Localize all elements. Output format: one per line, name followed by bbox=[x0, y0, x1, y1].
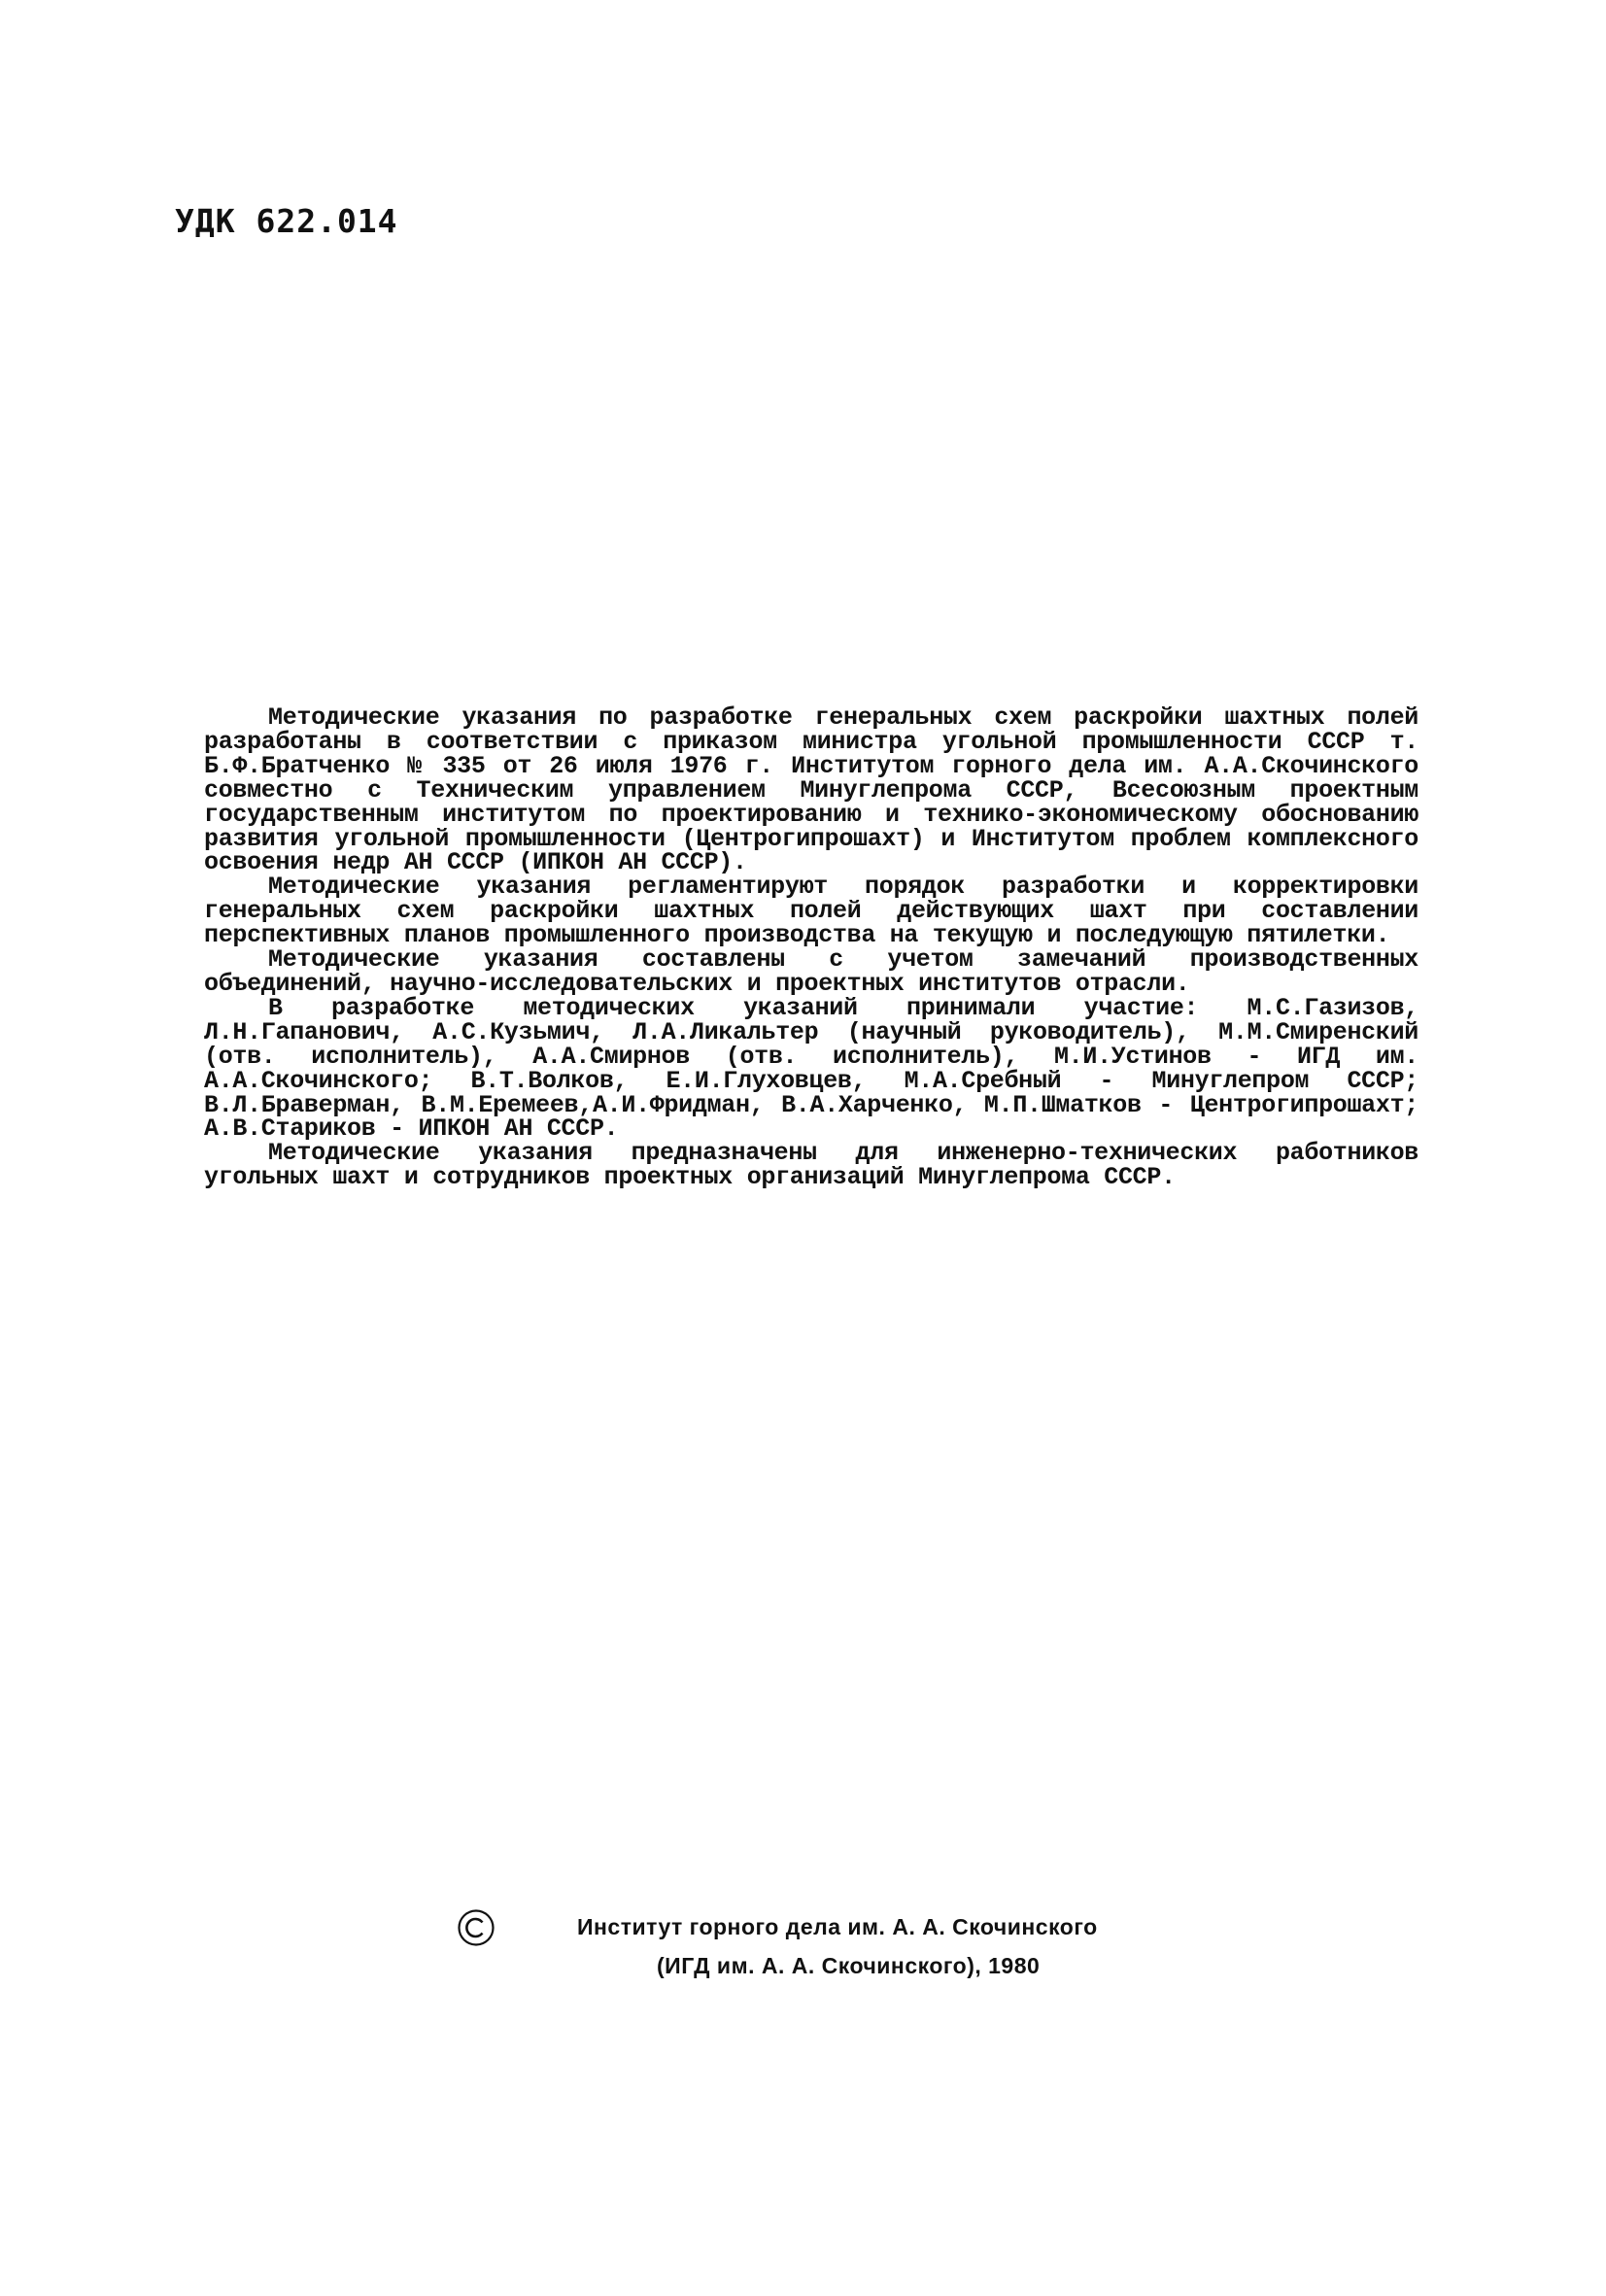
annotation-text bbox=[204, 703, 1418, 1192]
udc-code: УДК 622.014 bbox=[175, 202, 398, 240]
paragraph-remarks: Методические указания составлены с учетом замечаний производственных объединений, научно-исследовательских и проектных институтов отрасли. bbox=[204, 945, 1418, 998]
paragraph-authors: В разработке методических указаний принимали участие: М.С.Газизов, Л.Н.Гапанович, А.С.Кузьмич, Л.А.Ликальтер (научный руководитель), М.М.Смиренский (отв. исполнитель), А.А.Смирнов (отв. исполнитель), М.И.Устинов - ИГД им. А.А.Скочинского; В.Т.Волков, Е.И.Глуховцев, М.А.Сребный - Минуглепром СССР; В.Л.Браверман, В.М.Еремеев,А.И.Фридман, В.А.Харченко, М.П.Шматков - Центрогипрошахт; А.В.Стариков - ИПКОН АН СССР. bbox=[204, 993, 1418, 1144]
paragraph-development: Методические указания по разработке генеральных схем раскройки шахтных полей разработаны в соответствии с приказом министра угольной промышленности СССР т. Б.Ф.Братченко № 335 от 26 июля 1976 г. Институтом горного дела им. А.А.Скочинского совместно с Техническим управлением Минуглепрома СССР, Всесоюзным проектным государственным институтом по проектированию и технико-экономическому обоснованию развития угольной промышленности (Центрогипрошахт) и Институтом проблем комплексного освоения недр АН СССР (ИПКОН АН СССР). bbox=[204, 703, 1418, 877]
copyright-footer bbox=[457, 1904, 1331, 2002]
publisher-abbr-year: (ИГД им. А. А. Скочинского), 1980 bbox=[657, 1953, 1041, 1978]
paragraph-audience: Методические указания предназначены для инженерно-технических работников угольных шахт и сотрудников проектных организаций Минуглепрома СССР. bbox=[204, 1139, 1418, 1192]
publisher-name: Институт горного дела им. А. А. Скочинского bbox=[577, 1914, 1098, 1939]
paragraph-regulation: Методические указания регламентируют порядок разработки и корректировки генеральных схем раскройки шахтных полей действующих шахт при составлении перспективных планов промышленного производства на текущую и последующую пятилетки. bbox=[204, 873, 1418, 950]
copyright-icon bbox=[457, 1908, 495, 1947]
